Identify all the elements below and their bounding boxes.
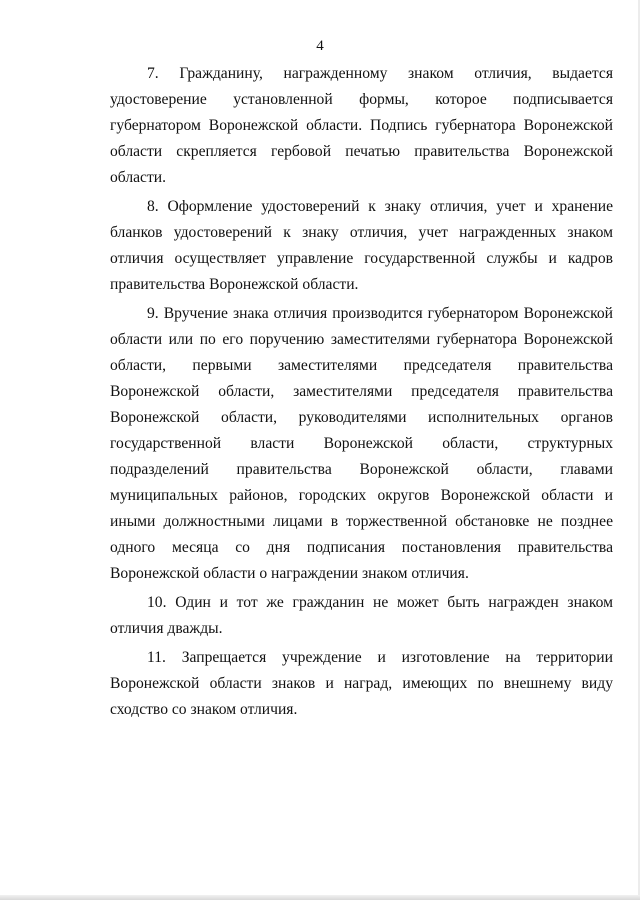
paragraph-10: 10. Один и тот же гражданин не может быть награжден знаком отличия дважды. <box>110 594 613 637</box>
document-body <box>110 61 613 723</box>
paragraph-7: 7. Гражданину, награжденному знаком отличия, выдается удостоверение установленной формы, которое подписывается губернатором Воронежской области. Подпись губернатора Воронежской области скрепляется гербовой печатью правительства Воронежской области. <box>110 65 613 186</box>
scan-bottom-shadow <box>0 895 640 900</box>
page-number: 4 <box>316 38 324 54</box>
paragraph-8: 8. Оформление удостоверений к знаку отличия, учет и хранение бланков удостоверений к знаку отличия, учет награжденных знаком отличия осуществляет управление государственной службы и кадров правительства Воронежской области. <box>110 198 613 293</box>
paragraph-9: 9. Вручение знака отличия производится губернатором Воронежской области или по его поручению заместителями губернатора Воронежской области, первыми заместителями председателя правительства Воронежской области, заместителями председателя правительства Воронежской области, руководителями исполнительных органов государственной власти Воронежской области, структурных подразделений правительства Воронежской области, главами муниципальных районов, городских округов Воронежской области и иными должностными лицами в торжественной обстановке не позднее одного месяца со дня подписания постановления правительства Воронежской области о награждении знаком отличия. <box>110 305 613 582</box>
paragraph-11: 11. Запрещается учреждение и изготовление на территории Воронежской области знаков и наград, имеющих по внешнему виду сходство со знаком отличия. <box>110 649 613 718</box>
